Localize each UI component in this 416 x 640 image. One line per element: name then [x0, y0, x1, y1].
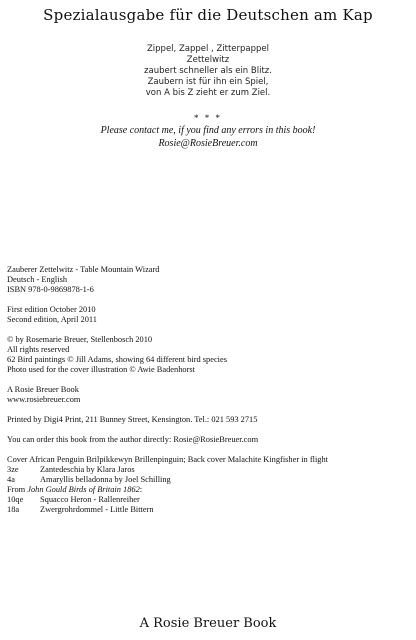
rights: All rights reserved: [7, 345, 70, 354]
list-item: [7, 465, 412, 475]
separator-stars: * * *: [194, 113, 222, 123]
publisher: A Rosie Breuer Book: [7, 385, 79, 394]
first-edition: First edition October 2010: [7, 305, 96, 314]
poem-line: von A bis Z zieht er zum Ziel.: [145, 88, 271, 98]
poem-line: Zettelwitz: [186, 55, 230, 65]
page-header: Spezialausgabe für die Deutschen am Kap: [43, 6, 373, 24]
contact-note: Please contact me, if you find any errors in this book!: [100, 125, 316, 136]
cover-credit: Cover African Penguin Brilpikkewyn Brillenpinguin; Back cover Malachite Kingfisher in flight: [7, 455, 328, 464]
poem-line: zaubert schneller als ein Blitz.: [144, 66, 272, 76]
printer-info: Printed by Digi4 Print, 211 Bunney Street, Kensington. Tel.: 021 593 2715: [7, 415, 258, 424]
credit-text: Squacco Heron - Rallenreiher: [40, 495, 140, 504]
gould-title: John Gould Birds of Britain 1862: [27, 485, 140, 494]
contact-email[interactable]: Rosie@RosieBreuer.com: [158, 138, 258, 149]
copyright: © by Rosemarie Breuer, Stellenbosch 2010: [7, 335, 153, 344]
credit-code: 3ze: [7, 465, 19, 474]
credit-text: Zantedeschia by Klara Jaros: [40, 465, 135, 474]
credit-code: 10qe: [7, 495, 24, 504]
page-footer: A Rosie Breuer Book: [139, 616, 277, 631]
website[interactable]: www.rosiebreuer.com: [7, 395, 81, 404]
book-languages: Deutsch - English: [7, 275, 68, 284]
list-item: [7, 475, 412, 485]
gould-suffix: :: [139, 485, 143, 494]
list-item: [7, 495, 412, 505]
credit-code: 18a: [7, 505, 20, 514]
photo-credit: Photo used for the cover illustration © Awie Badenhorst: [7, 365, 195, 374]
credit-code: 4a: [7, 475, 15, 484]
colophon: [7, 265, 412, 515]
gould-prefix: From: [7, 485, 28, 494]
list-item: [7, 505, 412, 515]
gould-source: [7, 485, 412, 495]
order-info: You can order this book from the author directly: Rosie@RosieBreuer.com: [7, 435, 259, 444]
isbn: ISBN 978-0-9869878-1-6: [7, 285, 94, 294]
book-title: Zauberer Zettelwitz - Table Mountain Wizard: [7, 265, 160, 274]
credit-text: Amaryllis belladonna by Joel Schilling: [40, 475, 171, 484]
credit-text: Zwergrohrdommel - Little Bittern: [40, 505, 154, 514]
poem: [0, 44, 416, 99]
poem-line: Zaubern ist für ihn ein Spiel,: [147, 77, 269, 87]
contact-block: [0, 124, 416, 150]
paintings-credit: 62 Bird paintings © Jill Adams, showing 64 different bird species: [7, 355, 227, 364]
poem-line: Zippel, Zappel , Zitterpappel: [146, 44, 270, 54]
second-edition: Second edition, April 2011: [7, 315, 97, 324]
